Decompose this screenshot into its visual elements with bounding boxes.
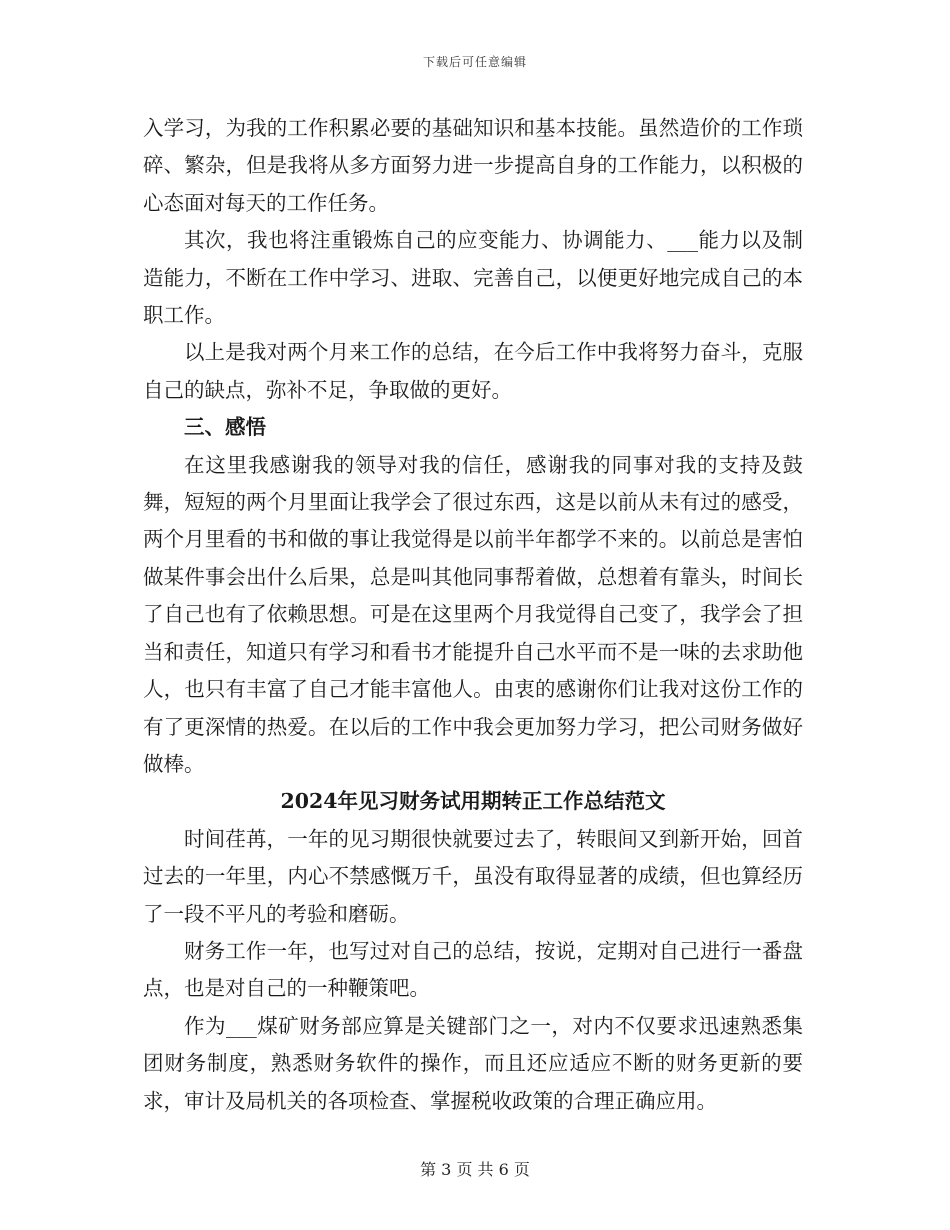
article-paragraph: 时间荏苒，一年的见习期很快就要过去了，转眼间又到新开始，回首过去的一年里，内心不禁感慨万千，虽没有取得显著的成绩，但也算经历了一段不平凡的考验和磨砺。 [143, 826, 803, 926]
paragraph-continuation: 入学习，为我的工作积累必要的基础知识和基本技能。虽然造价的工作琐碎、繁杂，但是我将从多方面努力进一步提高自身的工作能力，以积极的心态面对每天的工作任务。 [143, 116, 803, 215]
page-header: 下载后可任意编辑 [422, 55, 527, 69]
paragraph-abilities: 其次，我也将注重锻炼自己的应变能力、协调能力、___能力以及制造能力，不断在工作中学习、进取、完善自己，以便更好地完成自己的本职工作。 [143, 228, 803, 328]
article-paragraph: 财务工作一年，也写过对自己的总结，按说，定期对自己进行一番盘点，也是对自己的一种鞭策吧。 [143, 938, 803, 1001]
document-body [143, 110, 803, 1120]
section-heading: 三、感悟 [184, 415, 266, 440]
article-paragraph: 作为___煤矿财务部应算是关键部门之一，对内不仅要求迅速熟悉集团财务制度，熟悉财务软件的操作，而且还应适应不断的财务更新的要求，审计及局机关的各项检查、掌握税收政策的合理正确应用。 [143, 1013, 803, 1113]
page-number-footer: 第 3 页 共 6 页 [420, 1160, 530, 1179]
paragraph-summary: 以上是我对两个月来工作的总结，在今后工作中我将努力奋斗，克服自己的缺点，弥补不足，争取做的更好。 [143, 340, 803, 402]
article-title: 2024年见习财务试用期转正工作总结范文 [280, 789, 666, 814]
paragraph-reflection: 在这里我感谢我的领导对我的信任，感谢我的同事对我的支持及鼓舞，短短的两个月里面让我学会了很过东西，这是以前从未有过的感受，两个月里看的书和做的事让我觉得是以前半年都学不来的。以前总是害怕做某件事会出什么后果，总是叫其他同事帮着做，总想着有靠头，时间长了自己也有了依赖思想。可是在这里两个月我觉得自己变了，我学会了担当和责任，知道只有学习和看书才能提升自己水平而不是一味的去求助他人，也只有丰富了自己才能丰富他人。由衷的感谢你们让我对这份工作的有了更深情的热爱。在以后的工作中我会更加努力学习，把公司财务做好做棒。 [143, 452, 803, 776]
